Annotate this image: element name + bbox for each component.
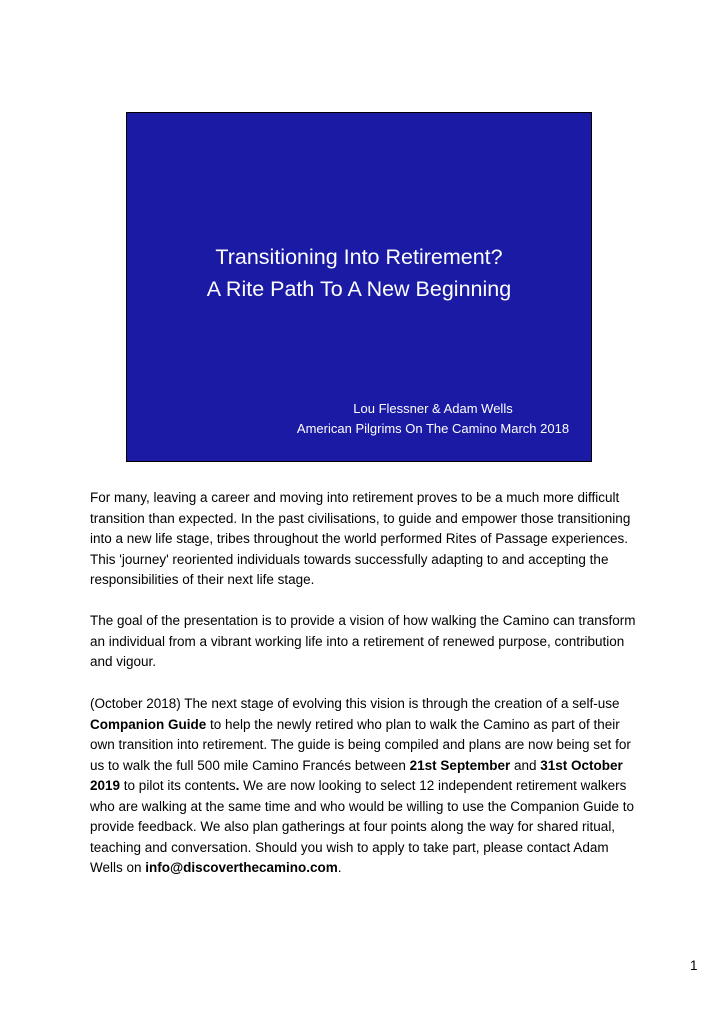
slide-authors: Lou Flessner & Adam Wells (353, 401, 513, 416)
slide-title-line-1: Transitioning Into Retirement? (215, 245, 503, 269)
title-slide (126, 112, 592, 462)
slide-event: American Pilgrims On The Camino March 2018 (296, 421, 570, 436)
contact-email: info@discoverthecamino.com (145, 860, 338, 875)
slide-title (127, 241, 591, 305)
update-text-6: . (337, 860, 342, 875)
update-paragraph (90, 694, 638, 879)
companion-guide-label: Companion Guide (90, 716, 207, 732)
end-date: 31st October 2019 (90, 757, 623, 793)
update-text-1: (October 2018) The next stage of evolving this vision is through the creation of a self-use (90, 696, 620, 711)
bold-period: . (235, 778, 240, 793)
start-date: 21st September (409, 757, 511, 773)
page-number: 1 (690, 958, 698, 973)
update-text-4: to pilot its contents (120, 778, 236, 793)
update-text-5: We are now looking to select 12 independent retirement walkers who are walking at the same time and who would be willing to use the Companion Guide to provide feedback. We also plan gatherings at four points along the way for shared ritual, teaching and conversation. Should you wish to apply to take part, please contact Adam Wells on (90, 778, 635, 875)
intro-paragraph: For many, leaving a career and moving into retirement proves to be a much more difficult transition than expected. In the past civilisations, to guide and empower those transitioning into a new life stage, tribes throughout the world performed Rites of Passage experiences. This 'journey' reoriented individuals towards successfully adapting to and accepting the responsibilities of their next life stage. (90, 490, 631, 587)
update-text-2: to help the newly retired who plan to walk the Camino as part of their own transition into retirement. The guide is being compiled and plans are now being set for us to walk the full 500 mile Camino Francés between (90, 716, 631, 773)
slide-subtitle (125, 399, 591, 439)
goal-paragraph: The goal of the presentation is to provide a vision of how walking the Camino can transform an individual from a vibrant working life into a retirement of renewed purpose, contribution and vigour. (90, 613, 636, 669)
slide-title-line-2: A Rite Path To A New Beginning (206, 277, 512, 301)
update-text-3: and (510, 757, 541, 773)
